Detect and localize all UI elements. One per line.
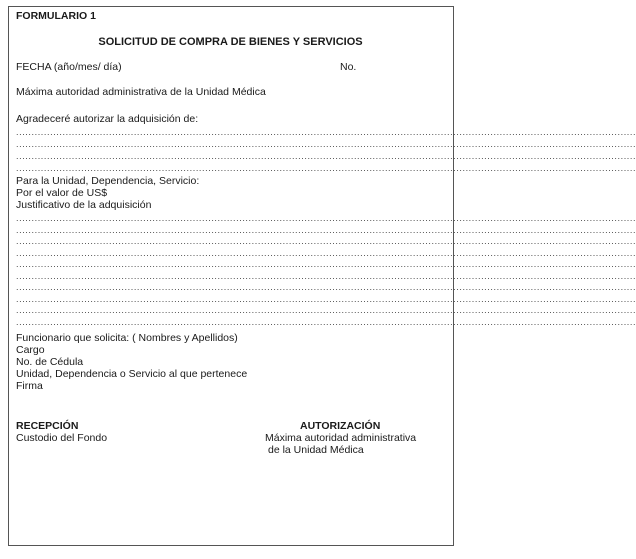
dotted-line: ........................................................................................................................................................................................................ [16,247,636,258]
dotted-line: ........................................................................................................................................................................................................ [16,163,636,173]
autorizacion-heading: AUTORIZACIÓN [300,420,381,432]
cargo-label: Cargo [16,344,45,356]
fecha-label: FECHA (año/mes/ día) [16,61,122,73]
dotted-line: ........................................................................................................................................................................................................ [16,213,636,223]
justificativo-label: Justificativo de la adquisición [16,199,152,211]
dotted-line: ........................................................................................................................................................................................................ [16,259,636,269]
funcionario-label: Funcionario que solicita: ( Nombres y Apellidos) [16,332,238,344]
unidad-medica-label: de la Unidad Médica [268,444,364,456]
dotted-line: ........................................................................................................................................................................................................ [16,293,636,304]
dotted-line: ........................................................................................................................................................................................................ [16,139,636,149]
agradecere-label: Agradeceré autorizar la adquisición de: [16,113,199,125]
dotted-line: ........................................................................................................................................................................................................ [16,236,636,246]
custodio-label: Custodio del Fondo [16,432,108,444]
valor-label: Por el valor de US$ [16,187,108,199]
recepcion-heading: RECEPCIÓN [16,420,79,432]
unidad-label: Para la Unidad, Dependencia, Servicio: [16,175,200,187]
autoridad-role-label: Máxima autoridad administrativa [265,432,417,444]
dotted-line: ........................................................................................................................................................................................................ [16,127,636,137]
cedula-label: No. de Cédula [16,356,84,368]
dotted-line: ........................................................................................................................................................................................................ [16,224,636,235]
dotted-line: ........................................................................................................................................................................................................ [16,151,636,161]
form-number: FORMULARIO 1 [16,10,96,22]
form-title: SOLICITUD DE COMPRA DE BIENES Y SERVICIOS [98,36,363,48]
dotted-line: ........................................................................................................................................................................................................ [16,305,636,315]
maxima-autoridad-label: Máxima autoridad administrativa de la Unidad Médica [16,86,266,98]
numero-label: No. [340,61,357,73]
firma-label: Firma [16,380,43,392]
dotted-line: ........................................................................................................................................................................................................ [16,282,636,292]
dependencia-label: Unidad, Dependencia o Servicio al que pertenece [16,368,248,380]
dotted-line: ........................................................................................................................................................................................................ [16,270,636,281]
dotted-line: ........................................................................................................................................................................................................ [16,316,636,327]
